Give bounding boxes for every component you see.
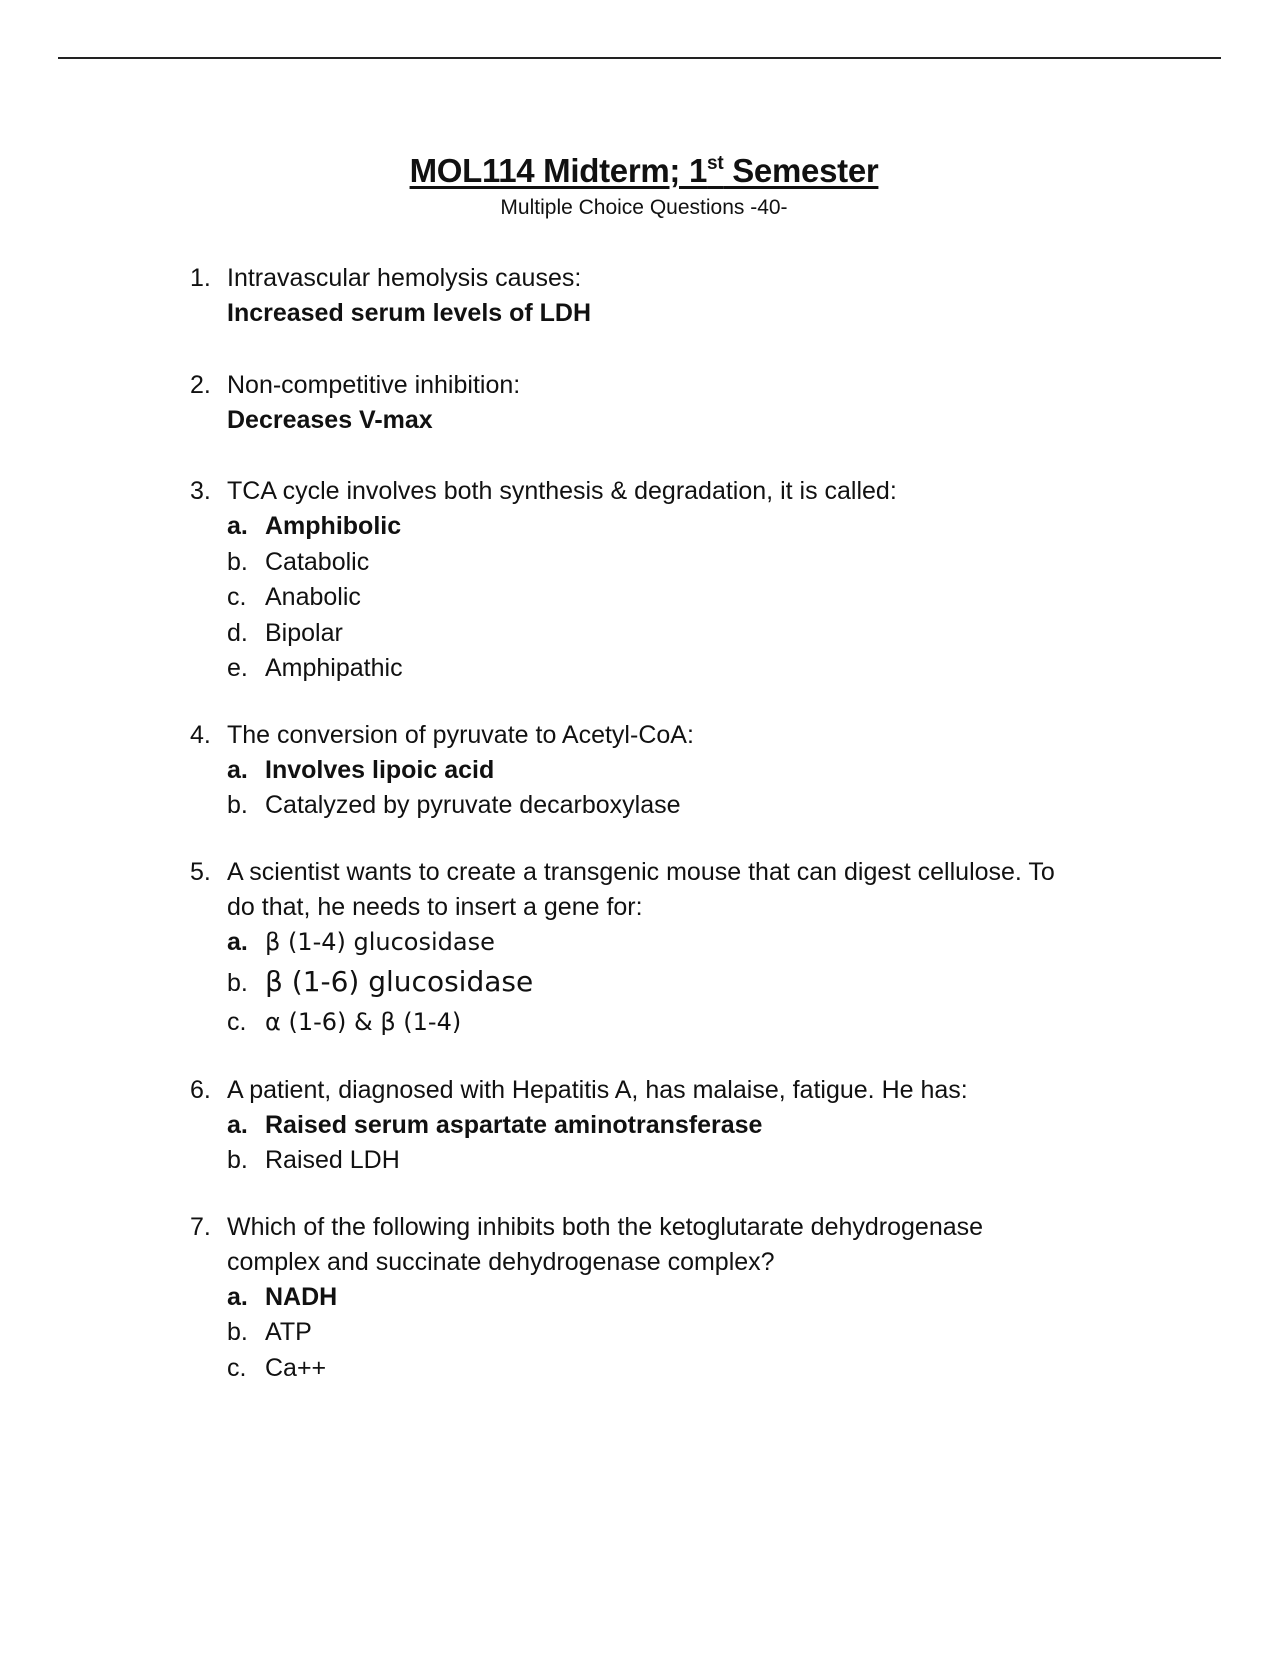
question-5 — [190, 855, 1190, 1041]
option-letter: b. — [227, 547, 248, 576]
option-text: NADH — [265, 1282, 338, 1311]
option-letter: b. — [227, 791, 248, 819]
question-7 — [190, 1210, 1190, 1387]
question-list — [190, 261, 1190, 1386]
option-a — [227, 1280, 1190, 1316]
option-a — [227, 925, 1190, 961]
question-number: 6. — [190, 1075, 211, 1104]
title-text: MOL114 Midterm; 1 — [409, 152, 708, 189]
header-rule — [58, 57, 1221, 59]
option-letter: a. — [227, 1282, 248, 1311]
question-text: Non-competitive inhibition: — [227, 371, 521, 399]
question-number: 4. — [190, 720, 211, 749]
option-a — [227, 509, 1190, 545]
question-number: 7. — [190, 1212, 211, 1241]
question-number: 1. — [190, 264, 211, 292]
question-text-line-2: do that, he needs to insert a gene for: — [227, 892, 643, 921]
option-c — [227, 1351, 1190, 1387]
option-c — [227, 580, 1190, 616]
option-text: Involves lipoic acid — [265, 755, 495, 784]
question-3 — [190, 474, 1190, 687]
option-letter: c. — [227, 583, 247, 611]
option-text: Amphipathic — [265, 654, 403, 682]
option-text: α (1-6) & β (1-4) — [265, 1008, 462, 1036]
document-title — [410, 152, 879, 190]
option-b — [227, 545, 1190, 581]
option-letter: a. — [227, 755, 248, 784]
option-text: Catabolic — [265, 547, 370, 576]
question-text-line-1: Which of the following inhibits both the ketoglutarate dehydrogenase — [227, 1212, 984, 1241]
question-text-line-2: complex and succinate dehydrogenase complex? — [227, 1247, 775, 1276]
option-text: Anabolic — [265, 583, 361, 611]
option-letter: b. — [227, 969, 248, 997]
question-answer: Decreases V-max — [227, 406, 433, 434]
option-b — [227, 788, 1190, 824]
option-text: Amphibolic — [265, 512, 402, 540]
question-text: The conversion of pyruvate to Acetyl-CoA: — [227, 720, 694, 749]
question-6 — [190, 1073, 1190, 1179]
option-letter: c. — [227, 1353, 247, 1382]
option-text: Catalyzed by pyruvate decarboxylase — [265, 791, 681, 819]
option-letter: b. — [227, 1318, 248, 1346]
option-b — [227, 1315, 1190, 1351]
option-letter: a. — [227, 1110, 248, 1139]
option-a — [227, 753, 1190, 789]
question-2 — [190, 368, 1190, 438]
question-number: 2. — [190, 371, 211, 399]
option-letter: a. — [227, 512, 248, 540]
document-subtitle: Multiple Choice Questions -40- — [500, 196, 788, 219]
option-e — [227, 651, 1190, 687]
option-text: Raised serum aspartate aminotransferase — [265, 1110, 763, 1139]
option-letter: c. — [227, 1008, 247, 1036]
option-b — [227, 1143, 1190, 1179]
option-letter: b. — [227, 1146, 248, 1174]
option-text: Bipolar — [265, 618, 343, 647]
document-header — [0, 152, 1280, 220]
option-letter: a. — [227, 927, 248, 956]
option-a — [227, 1108, 1190, 1144]
question-4 — [190, 718, 1190, 824]
option-letter: e. — [227, 654, 248, 682]
question-1 — [190, 261, 1190, 331]
title-text-rest: Semester — [723, 152, 879, 189]
question-text-line-1: A scientist wants to create a transgenic mouse that can digest cellulose. To — [227, 857, 1055, 886]
title-superscript: st — [707, 153, 724, 174]
option-text: Ca++ — [265, 1353, 327, 1382]
option-text: β (1-6) glucosidase — [265, 965, 534, 998]
option-letter: d. — [227, 618, 248, 647]
question-number: 5. — [190, 857, 211, 886]
question-text: Intravascular hemolysis causes: — [227, 264, 582, 292]
question-answer: Increased serum levels of LDH — [227, 299, 592, 327]
option-d — [227, 616, 1190, 652]
option-b — [227, 960, 1190, 1005]
option-text: ATP — [265, 1318, 312, 1346]
option-c — [227, 1005, 1190, 1041]
question-text: A patient, diagnosed with Hepatitis A, has malaise, fatigue. He has: — [227, 1075, 968, 1104]
question-number: 3. — [190, 477, 211, 505]
option-text: Raised LDH — [265, 1146, 400, 1174]
option-text: β (1-4) glucosidase — [265, 927, 495, 956]
question-text: TCA cycle involves both synthesis & degradation, it is called: — [227, 477, 897, 505]
